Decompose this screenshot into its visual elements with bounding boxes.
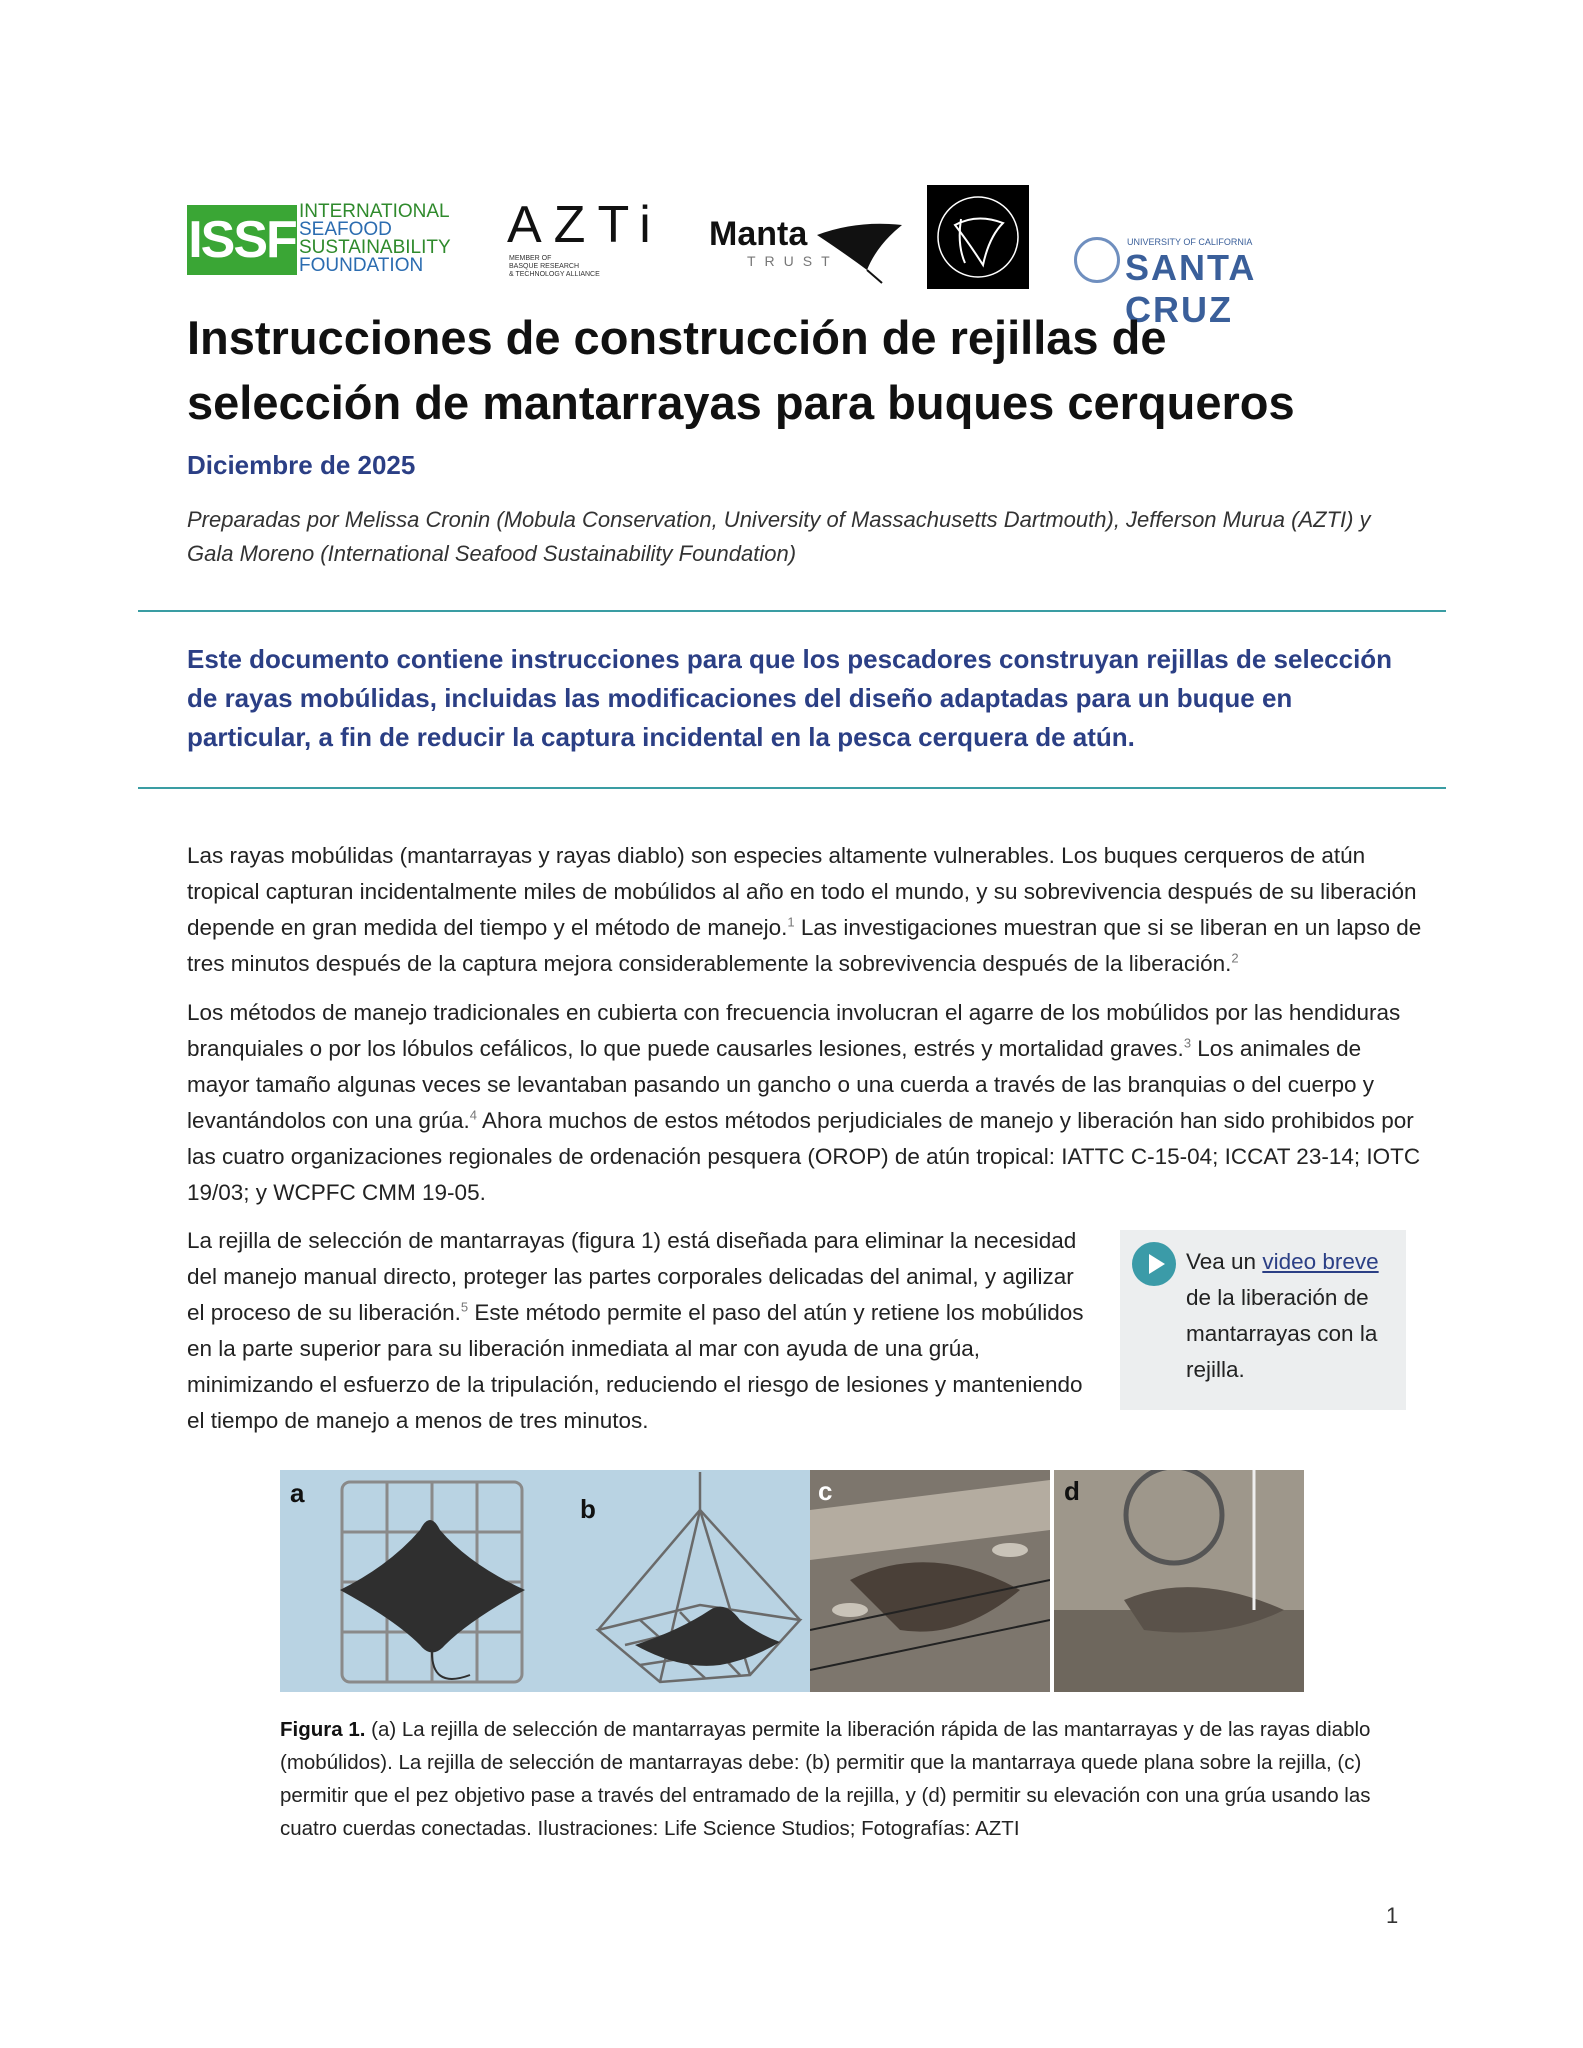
caption-label: Figura 1.	[280, 1718, 366, 1741]
figure-1	[280, 1470, 1304, 1692]
manta-ray-icon	[807, 215, 907, 285]
panel-label-a: a	[290, 1478, 305, 1508]
body-paragraph-3	[187, 1223, 1087, 1439]
video-link[interactable]: video breve	[1262, 1249, 1379, 1274]
document-title: Instrucciones de construcción de rejillas de selección de mantarrayas para buques cerqueros	[187, 311, 1295, 429]
issf-word: SUSTAINABILITY	[299, 237, 451, 258]
paragraph-text: Los métodos de manejo tradicionales en cubierta con frecuencia involucran el agarre de los mobúlidos por las hendiduras branquiales o por los lóbulos cefálicos, lo que puede causarles lesiones, estrés y mortalidad graves.	[187, 1000, 1401, 1061]
paragraph-text: Las rayas mobúlidas (mantarrayas y rayas diablo) son especies altamente vulnerables. Los buques cerqueros de atún tropical capturan incidentalmente miles de mobúlidos al año en todo el mundo, y su sobrevivencia después de su liberación depende en gran medida del tiempo y el método de manejo.	[187, 843, 1417, 940]
paragraph-text: La rejilla de selección de mantarrayas (figura 1) está diseñada para eliminar la necesidad del manejo manual directo, proteger las partes corporales delicadas del animal, y agilizar el proceso de su liberación.	[187, 1228, 1077, 1325]
footnote-ref[interactable]: 4	[469, 1107, 477, 1123]
azti-logo: AZTi	[507, 196, 663, 254]
mobula-conservation-logo	[927, 185, 1029, 289]
panel-label-c: c	[818, 1476, 833, 1506]
body-paragraph-2	[187, 995, 1427, 1211]
azti-sub-line: & TECHNOLOGY ALLIANCE	[509, 271, 600, 278]
callout-pre: Vea un	[1186, 1249, 1263, 1274]
summary-text: Este documento contiene instrucciones para que los pescadores construyan rejillas de selección de rayas mobúlidas, incluidas las modificaciones del diseño adaptadas para un buque en particular, a fin de reducir la captura incidental en la pesca cerquera de atún.	[187, 644, 1393, 752]
issf-logo: ISSF	[187, 205, 297, 275]
footnote-ref[interactable]: 5	[460, 1299, 469, 1315]
panel-label-b: b	[580, 1494, 596, 1524]
paragraph-text: Este método permite el paso del atún y retiene los mobúlidos en la parte superior para su liberación inmediata al mar con ayuda de una grúa, minimizando el esfuerzo de la tripulación, reduciendo el riesgo de lesiones y manteniendo el tiempo de manejo a menos de tres minutos.	[187, 1300, 1084, 1433]
figure-photo-d	[1054, 1470, 1304, 1692]
paragraph-text: Ahora muchos de estos métodos perjudiciales de manejo y liberación han sido prohibidos por las cuatro organizaciones regionales de ordenación pesquera (OROP) de atún tropical: IATTC C-15-04; ICCAT 23-14; IOTC 19/03; y WCPFC CMM 19-05.	[187, 1108, 1421, 1205]
photo-grid-fish	[810, 1470, 1050, 1692]
callout-text	[1186, 1244, 1396, 1388]
document-date: Diciembre de 2025	[187, 450, 416, 480]
footnote-ref[interactable]: 1	[787, 914, 795, 930]
paragraph-text: Los animales de mayor tamaño algunas veces se levantaban pasando un gancho o una cuerda a través de las branquias o del cuerpo y levantándolos con una grúa.	[187, 1036, 1375, 1133]
azti-sub-line: MEMBER OF	[509, 255, 552, 262]
divider-bottom	[138, 787, 1446, 789]
figure-caption	[280, 1713, 1400, 1845]
figure-photo-c	[810, 1470, 1050, 1692]
page-number: 1	[1386, 1903, 1399, 1928]
issf-word: INTERNATIONAL	[299, 201, 450, 222]
figure-illustration-panel	[280, 1470, 810, 1692]
mobula-ray-icon	[927, 185, 1029, 289]
photo-crane-lift	[1054, 1470, 1304, 1692]
issf-logo-text	[299, 203, 451, 275]
issf-word: SEAFOOD	[299, 219, 392, 240]
ucsc-logo-top: UNIVERSITY OF CALIFORNIA	[1127, 237, 1253, 247]
footnote-ref[interactable]: 2	[1231, 950, 1239, 966]
footnote-ref[interactable]: 3	[1183, 1035, 1192, 1051]
issf-word: FOUNDATION	[299, 255, 424, 276]
paragraph-text: Las investigaciones muestran que si se liberan en un lapso de tres minutos después de la captura mejora considerablemente la sobrevivencia después de la liberación.	[187, 915, 1422, 976]
panel-label-d: d	[1064, 1476, 1080, 1506]
azti-sub-line: BASQUE RESEARCH	[509, 263, 580, 270]
manta-trust-logo: Manta	[709, 215, 808, 253]
video-callout	[1120, 1230, 1406, 1410]
caption-text: (a) La rejilla de selección de mantarrayas permite la liberación rápida de las mantarrayas y de las rayas diablo (mobúlidos). La rejilla de selección de mantarrayas debe: (b) permitir que la mantarraya quede plana sobre la rejilla, (c) permitir que el pez objetivo pase a través del entramado de la rejilla, y (d) permitir su elevación con una grúa usando las cuatro cuerdas conectadas. Ilustraciones: Life Science Studios; Fotografías: AZTI	[280, 1718, 1371, 1840]
callout-post: de la liberación de mantarrayas con la rejilla.	[1186, 1285, 1378, 1382]
ucsc-seal-icon	[1074, 237, 1120, 283]
body-paragraph-1	[187, 838, 1427, 982]
logo-row	[187, 185, 1257, 330]
play-icon[interactable]	[1132, 1242, 1176, 1286]
mobula-grid-illustration	[280, 1470, 810, 1692]
manta-trust-subtext: TRUST	[747, 253, 839, 269]
divider-top	[138, 610, 1446, 612]
ucsc-logo-name: SANTA CRUZ	[1125, 247, 1255, 330]
azti-logo-subtext	[509, 255, 600, 279]
document-authors: Preparadas por Melissa Cronin (Mobula Conservation, University of Massachusetts Dartmouth), Jefferson Murua (AZTI) y Gala Moreno (International Seafood Sustainability Foundation)	[187, 507, 1371, 566]
